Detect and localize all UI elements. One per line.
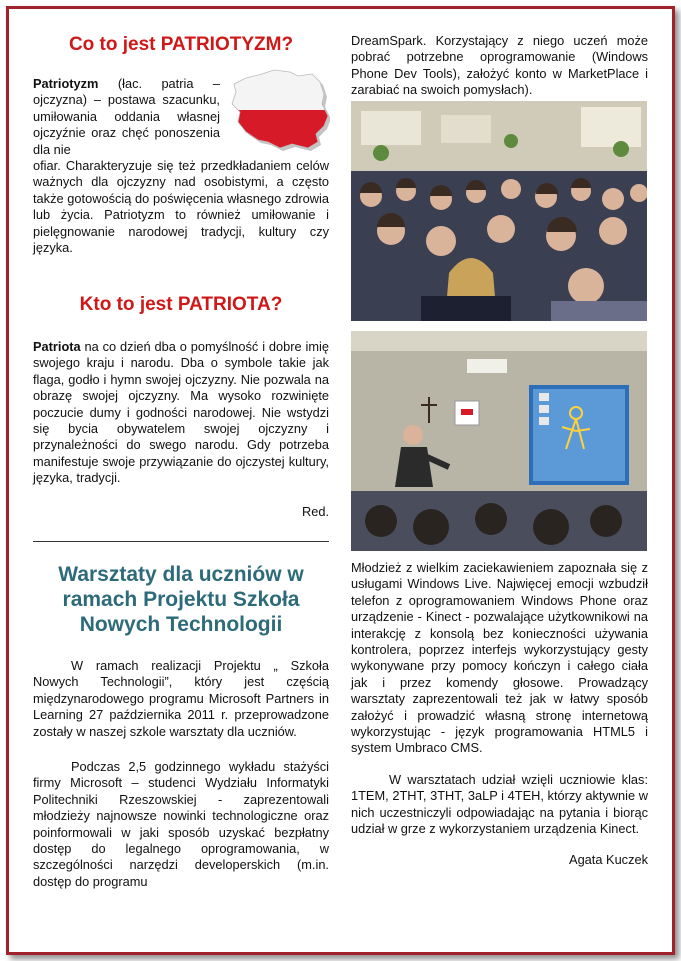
patriotism-definition-narrow	[33, 76, 220, 158]
patriotism-heading: Co to jest PATRIOTYZM?	[68, 34, 294, 55]
patriot-signature: Red.	[301, 504, 329, 519]
patriot-term: Patriota	[33, 339, 81, 354]
section-divider	[33, 541, 329, 542]
poland-flag-map-icon	[228, 68, 330, 152]
photo-presentation	[351, 331, 647, 551]
workshop-paragraph-1: W ramach realizacji Projektu „ Szkoła Nowych Technologii”, który jest częścią międzynarodowego programu Microsoft Partners in Learning 27 października 2011 r. przeprowadzone zostały w naszej szkole warsztaty dla uczniów.	[33, 658, 329, 739]
workshop-paragraph-2-continued: DreamSpark. Korzystający z niego uczeń może pobrać potrzebne oprogramowanie (Windows Phone Dev Tools), założyć konto w MarketPlace i zarabiać na swoich pomysłach).	[351, 33, 648, 98]
patriot-text: na co dzień dba o pomyślność i dobre imię swojego kraju i narodu. Dba o symbole takie jak flaga, godło i hymn swojej ojczyzny. Nie pozwala na obrazę swojej ojczyzny. Ma wysoko rozwinięte poczucie dumy i godności narodowej. Nie wstydzi się bycia obywatelem swojej ojczyzny i przynależności do swego narodu. Gdy potrzeba manifestuje swoje przywiązanie do ojczystej kultury, języka, tradycji.	[33, 339, 329, 486]
photo-presentation-image	[351, 331, 647, 551]
workshop-paragraph-3: Młodzież z wielkim zaciekawieniem zapoznała się z usługami Windows Live. Najwięcej emocji wzbudził telefon z oprogramowaniem Windows Phone oraz urządzenie - Kinect - pozwalające użytkownikowi na interakcję z konsolą bez konieczności używania kontrolera, poprzez interfejs wykorzystujący gesty wykonywane przy pomocy kończyn i całego ciała jak i przez komendy głosowe. Prowadzący warsztaty zaprezentowali też jak w łatwy sposób założyć i prowadzić własną stronę internetową wykorzystując - język programowania HTML5 i system Umbraco CMS.	[351, 560, 648, 756]
photo-students-classroom-image	[351, 101, 647, 321]
workshop-signature: Agata Kuczek	[569, 852, 648, 867]
patriot-heading: Kto to jest PATRIOTA?	[79, 294, 283, 315]
workshop-heading: Warsztaty dla uczniów w ramach Projektu Szkoła Nowych Technologii	[58, 563, 304, 636]
patriot-definition	[33, 339, 329, 487]
workshop-paragraph-4: W warsztatach udział wzięli uczniowie klas: 1TEM, 2THT, 3THT, 3aLP i 4TEH, którzy aktywnie w nich uczestniczyli odpowiadając na pytania i biorąc udział w grze z wykorzystaniem urządzenia Kinect.	[351, 772, 648, 837]
photo-students-classroom	[351, 101, 647, 321]
patriotism-text-narrow: (łac. patria – ojczyzna) – postawa szacunku, umiłowania oddania własnej ojczyźnie oraz chęć ponoszenia dla nie	[33, 76, 220, 157]
patriotism-text-wide: ofiar. Charakteryzuje się też przedkładaniem celów ważnych dla ojczyzny nad osobistymi, a często także gotowością do poświęcenia własnego zdrowia lub życia. Patriotyzm to również umiłowanie i pielęgnowanie narodowej tradycji, kultury czy języka.	[33, 158, 329, 256]
workshop-paragraph-2: Podczas 2,5 godzinnego wykładu stażyści firmy Microsoft – studenci Wydziału Informatyki Politechniki Rzeszowskiej - zaprezentowali młodzieży najnowsze nowinki technologiczne oraz poinformowali w jaki sposób uzyskać bezpłatny dostęp do legalnego oprogramowania, w szczególności narzędzi developerskich (m.in. dostęp do programu	[33, 759, 329, 889]
patriotism-term: Patriotyzm	[33, 76, 99, 91]
